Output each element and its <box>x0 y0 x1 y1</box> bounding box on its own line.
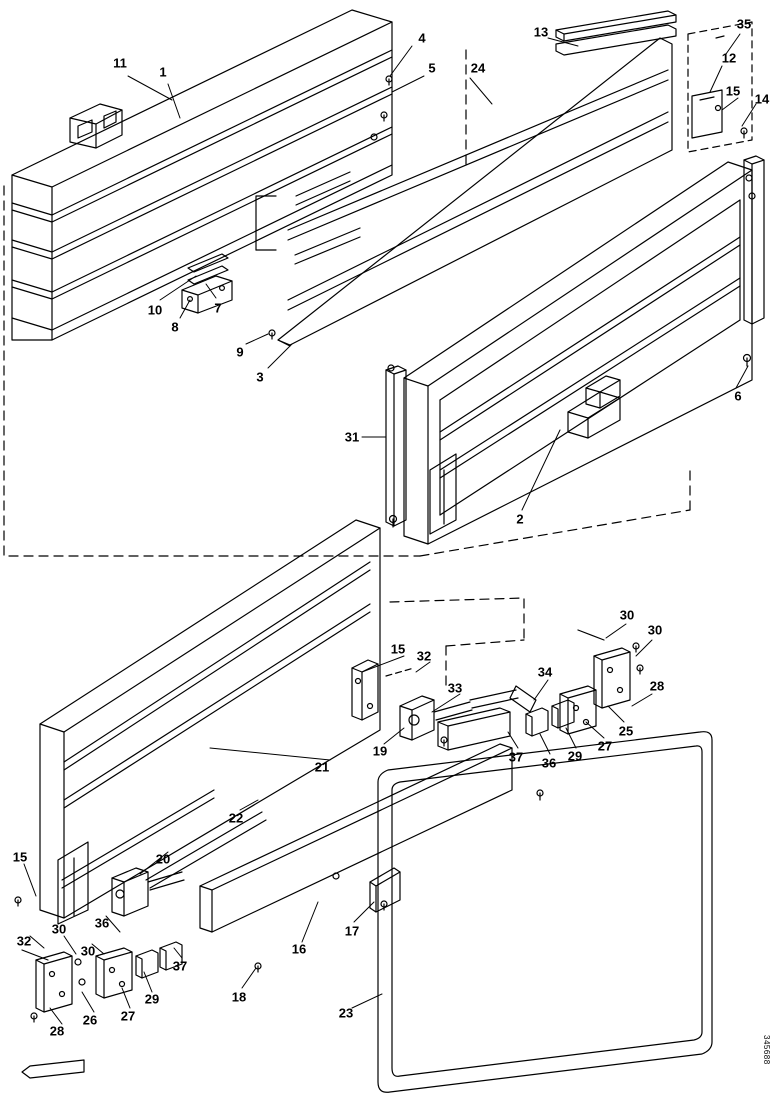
bracket-12-14-15 <box>688 22 752 152</box>
callout-33: 33 <box>447 680 463 696</box>
callout-23: 23 <box>338 1005 354 1021</box>
callout-13: 13 <box>533 24 549 40</box>
bar-22 <box>146 812 266 888</box>
callout-36: 36 <box>94 915 110 931</box>
callout-27: 27 <box>120 1008 136 1024</box>
sheet-part-number: 345688 <box>762 1035 771 1065</box>
callout-30: 30 <box>80 943 96 959</box>
callout-6: 6 <box>734 388 742 404</box>
callout-22: 22 <box>228 810 244 826</box>
block-20 <box>112 868 184 916</box>
callout-11: 11 <box>113 55 127 71</box>
callout-20: 20 <box>155 851 171 867</box>
callout-1: 1 <box>159 64 167 80</box>
direction-arrow <box>22 1060 84 1078</box>
callout-16: 16 <box>291 941 307 957</box>
callout-4: 4 <box>418 30 426 46</box>
callout-27: 27 <box>597 738 613 754</box>
panel-lower-main <box>40 520 380 924</box>
callout-15: 15 <box>390 641 406 657</box>
callout-29: 29 <box>567 748 583 764</box>
fasteners-top-left <box>269 76 392 339</box>
callout-15: 15 <box>12 849 28 865</box>
callout-2: 2 <box>516 511 524 527</box>
callout-18: 18 <box>231 989 247 1005</box>
callout-5: 5 <box>428 60 436 76</box>
callout-35: 35 <box>736 16 752 32</box>
callout-21: 21 <box>314 759 330 775</box>
callout-19: 19 <box>372 743 388 759</box>
post-31 <box>386 365 406 527</box>
panel-1-outer <box>12 10 392 340</box>
callout-8: 8 <box>171 319 179 335</box>
gasket-23 <box>378 732 712 1093</box>
callout-24: 24 <box>470 60 486 76</box>
callout-31: 31 <box>344 429 360 445</box>
callout-7: 7 <box>214 300 222 316</box>
callout-25: 25 <box>618 723 634 739</box>
plates-29-36-37 <box>438 700 574 750</box>
assembly-guide-dashed-lower <box>390 598 524 686</box>
callout-37: 37 <box>172 958 188 974</box>
callout-28: 28 <box>49 1023 65 1039</box>
callout-10: 10 <box>147 302 163 318</box>
callout-28: 28 <box>649 678 665 694</box>
callout-3: 3 <box>256 369 264 385</box>
callout-37: 37 <box>508 749 524 765</box>
callout-14: 14 <box>754 91 770 107</box>
callout-30: 30 <box>619 607 635 623</box>
callout-15: 15 <box>725 83 741 99</box>
callout-32: 32 <box>416 648 432 664</box>
callout-36: 36 <box>541 755 557 771</box>
rail-13-24 <box>556 11 676 55</box>
callout-12: 12 <box>721 50 737 66</box>
callout-17: 17 <box>344 923 360 939</box>
post-6 <box>744 156 765 366</box>
panel-16-17 <box>200 744 543 972</box>
callout-30: 30 <box>51 921 67 937</box>
callout-34: 34 <box>537 664 553 680</box>
hinge-25-27-28-30 <box>560 630 643 734</box>
latch-19-33-34 <box>400 686 536 746</box>
callout-32: 32 <box>16 933 32 949</box>
callout-29: 29 <box>144 991 160 1007</box>
frame-2-main <box>404 162 752 544</box>
panel-3-center <box>256 38 672 346</box>
callout-9: 9 <box>236 344 244 360</box>
bracket-15-32-center <box>352 660 414 720</box>
callout-26: 26 <box>82 1012 98 1028</box>
callout-30: 30 <box>647 622 663 638</box>
